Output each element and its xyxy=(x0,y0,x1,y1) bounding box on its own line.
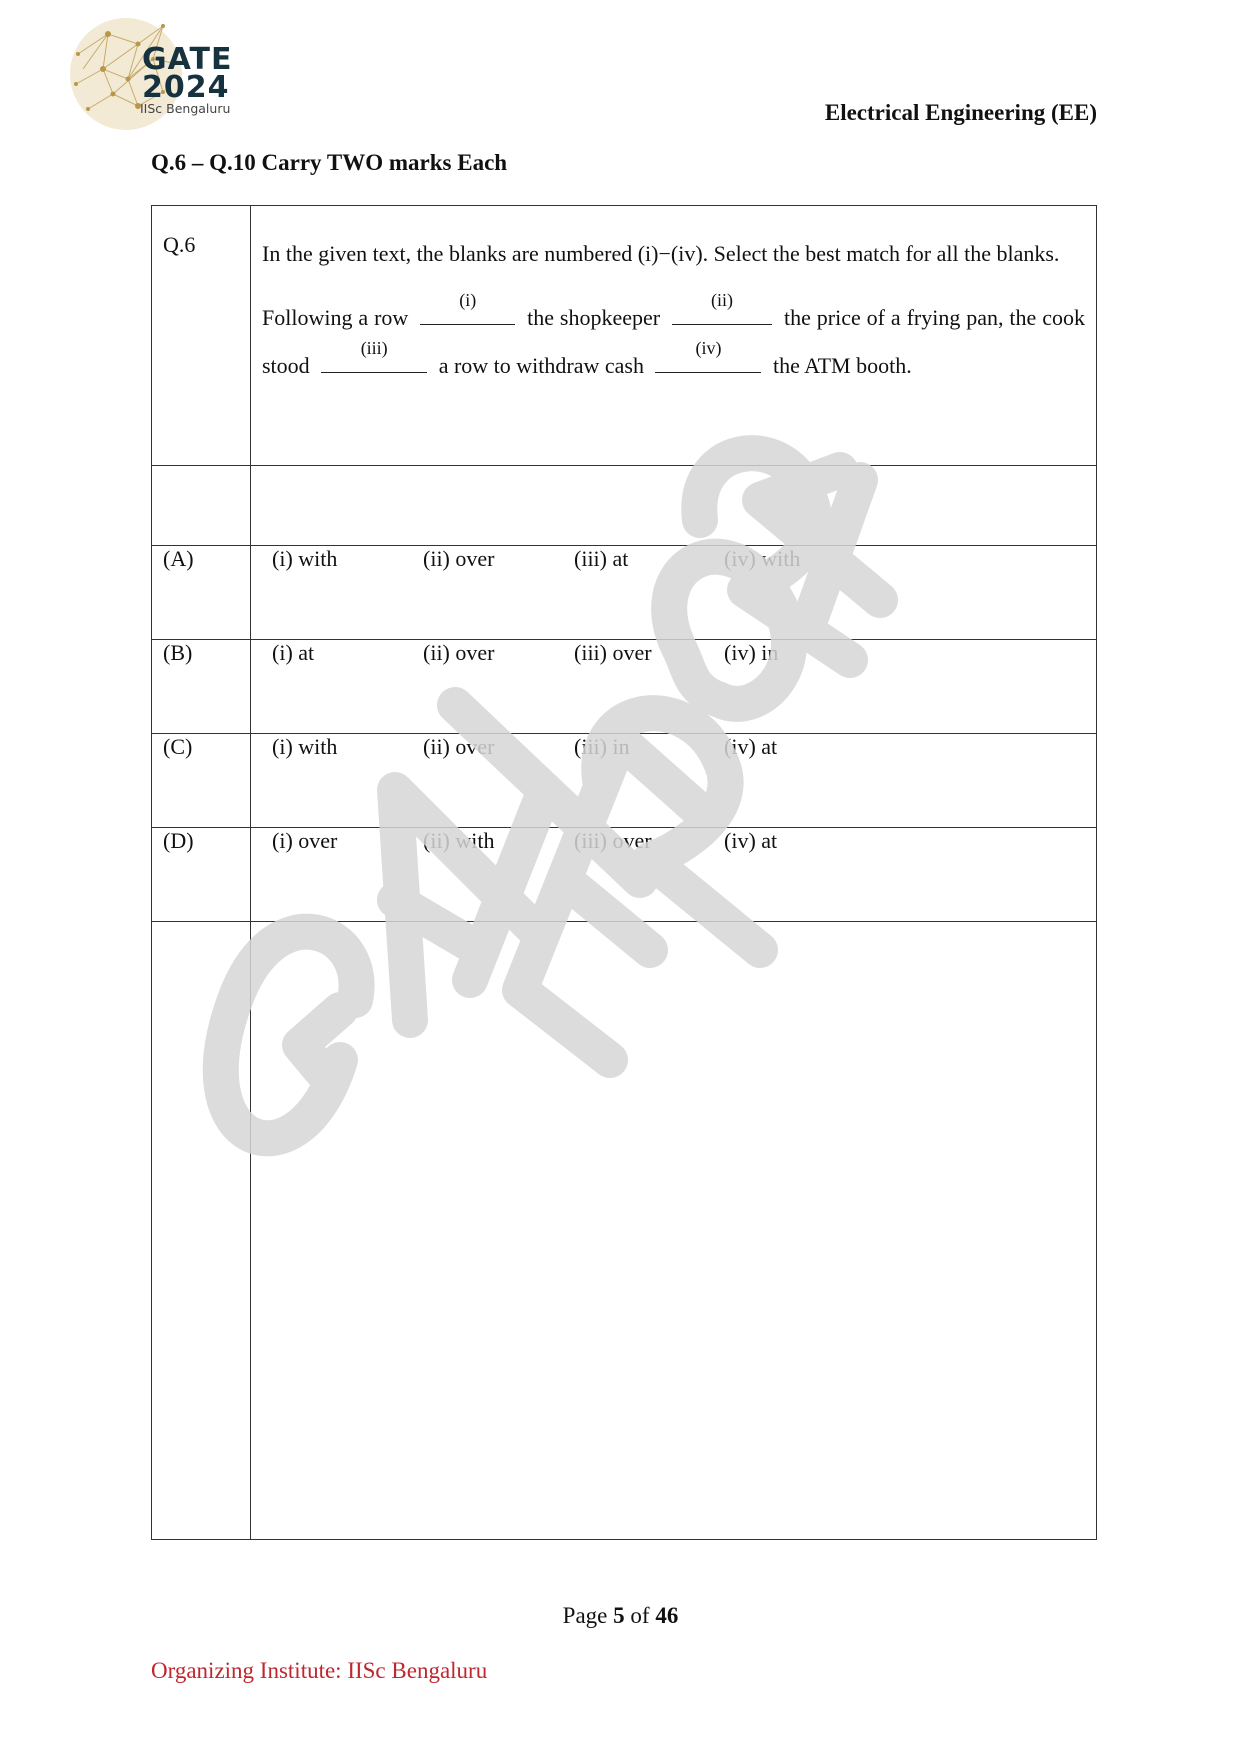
option-label: (D) xyxy=(152,828,251,922)
blank-4 xyxy=(655,338,761,373)
logo-title: GATE xyxy=(142,42,233,77)
page-number xyxy=(0,1603,1241,1629)
question-stem: In the given text, the blanks are numbered (i)−(iv). Select the best match for all the blanks. xyxy=(262,241,1060,266)
option-label: (A) xyxy=(152,546,251,640)
option-choice: (ii) with xyxy=(423,828,495,853)
option-choice: (i) at xyxy=(272,640,315,665)
passage-text-3: the price of a frying pan, the cook stood xyxy=(262,305,1085,378)
passage-text-2: the shopkeeper xyxy=(527,305,661,330)
page-total: 46 xyxy=(655,1603,679,1628)
organizing-institute: Organizing Institute: IISc Bengaluru xyxy=(151,1658,488,1683)
option-choice: (i) with xyxy=(272,546,338,571)
option-choice: (iv) in xyxy=(724,640,779,665)
option-choice: (iv) at xyxy=(724,734,778,759)
gate-logo-text xyxy=(140,42,233,116)
blank-3-label: (iii) xyxy=(360,338,388,358)
passage-text-4: a row to withdraw cash xyxy=(438,353,644,378)
question-number: Q.6 xyxy=(152,206,251,466)
option-row-b[interactable] xyxy=(152,640,1097,734)
blank-1 xyxy=(420,290,515,325)
blank-1-label: (i) xyxy=(459,290,477,310)
option-choice: (i) with xyxy=(272,734,338,759)
option-label: (C) xyxy=(152,734,251,828)
question-table xyxy=(151,205,1097,1540)
option-row-d[interactable] xyxy=(152,828,1097,922)
blank-2-label: (ii) xyxy=(711,290,734,310)
page-current: 5 xyxy=(613,1603,625,1628)
option-choice: (iii) in xyxy=(574,734,630,759)
question-passage xyxy=(262,290,1085,390)
blank-4-label: (iv) xyxy=(695,338,722,358)
subject-title: Electrical Engineering (EE) xyxy=(824,100,1097,125)
option-choice: (i) over xyxy=(272,828,338,853)
option-choice: (ii) over xyxy=(423,734,495,759)
logo-year: 2024 xyxy=(142,70,230,105)
answer-space-row xyxy=(152,922,1097,1540)
section-title: Q.6 – Q.10 Carry TWO marks Each xyxy=(151,150,508,175)
question-body xyxy=(251,206,1097,466)
blank-2 xyxy=(672,290,772,325)
logo-subtitle: IISc Bengaluru xyxy=(140,101,231,116)
option-choice: (ii) over xyxy=(423,640,495,665)
option-row-a[interactable] xyxy=(152,546,1097,640)
page-of: of xyxy=(630,1603,650,1628)
question-row xyxy=(152,206,1097,466)
passage-text-1: Following a row xyxy=(262,305,409,330)
spacer-row xyxy=(152,466,1097,546)
option-label: (B) xyxy=(152,640,251,734)
option-choice: (ii) over xyxy=(423,546,495,571)
blank-3 xyxy=(321,338,427,373)
page-prefix: Page xyxy=(562,1603,608,1628)
option-choice: (iv) at xyxy=(724,828,778,853)
option-row-c[interactable] xyxy=(152,734,1097,828)
option-choice: (iii) at xyxy=(574,546,629,571)
option-choice: (iii) over xyxy=(574,640,652,665)
option-choice: (iv) with xyxy=(724,546,801,571)
passage-text-5: the ATM booth. xyxy=(772,353,912,378)
option-choice: (iii) over xyxy=(574,828,652,853)
